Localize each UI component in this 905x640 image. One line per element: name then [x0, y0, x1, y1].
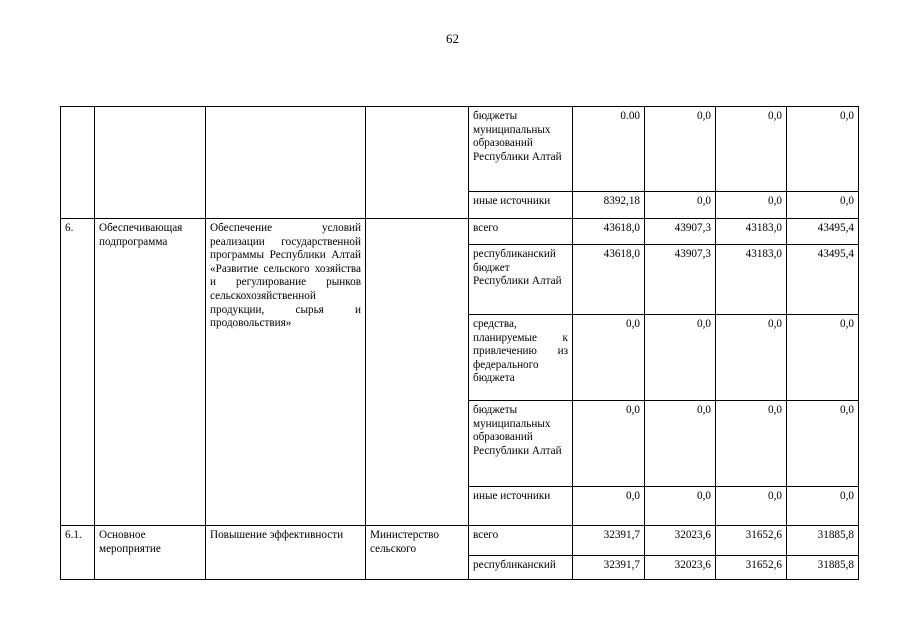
name-cell: Повышение эффективности — [206, 526, 366, 580]
value-cell: 0,0 — [787, 487, 859, 526]
value-cell: 43618,0 — [573, 245, 645, 315]
table-row — [61, 526, 859, 556]
value-cell: 31652,6 — [716, 526, 787, 556]
value-cell: 43183,0 — [716, 245, 787, 315]
value-cell: 32023,6 — [645, 526, 716, 556]
value-cell: 0,0 — [645, 192, 716, 219]
value-cell: 43907,3 — [645, 219, 716, 245]
value-cell: 32023,6 — [645, 556, 716, 580]
value-cell: 0,0 — [787, 401, 859, 487]
table-row — [61, 219, 859, 245]
num-cell — [61, 107, 95, 219]
page-number: 62 — [446, 31, 459, 46]
source-cell: всего — [469, 526, 573, 556]
source-cell: республиканский бюджет Республики Алтай — [469, 245, 573, 315]
num-cell: 6.1. — [61, 526, 95, 580]
source-cell: бюджеты муниципальных образований Республики Алтай — [469, 401, 573, 487]
source-cell: иные источники — [469, 487, 573, 526]
value-cell: 43618,0 — [573, 219, 645, 245]
type-cell: Основное мероприятие — [95, 526, 206, 580]
value-cell: 0,0 — [645, 401, 716, 487]
source-cell: республиканский — [469, 556, 573, 580]
executor-cell — [366, 219, 469, 526]
name-cell: Обеспечение условий реализации государственной программы Республики Алтай «Развитие сельского хозяйства и регулирование рынков сельскохозяйственной продукции, сырья и продовольствия» — [206, 219, 366, 526]
value-cell: 0,0 — [716, 315, 787, 401]
value-cell: 8392,18 — [573, 192, 645, 219]
value-cell: 0,0 — [716, 401, 787, 487]
value-cell: 0,0 — [645, 315, 716, 401]
source-cell: бюджеты муниципальных образований Республики Алтай — [469, 107, 573, 192]
value-cell: 32391,7 — [573, 526, 645, 556]
executor-cell — [366, 107, 469, 219]
value-cell: 0,0 — [573, 487, 645, 526]
value-cell: 43495,4 — [787, 219, 859, 245]
value-cell: 0,0 — [716, 107, 787, 192]
value-cell: 43495,4 — [787, 245, 859, 315]
name-cell — [206, 107, 366, 219]
value-cell: 43907,3 — [645, 245, 716, 315]
source-cell: всего — [469, 219, 573, 245]
value-cell: 0.00 — [573, 107, 645, 192]
value-cell: 0,0 — [645, 107, 716, 192]
value-cell: 0,0 — [787, 315, 859, 401]
value-cell: 0,0 — [787, 107, 859, 192]
type-cell — [95, 107, 206, 219]
value-cell: 31885,8 — [787, 556, 859, 580]
executor-cell: Министерство сельского — [366, 526, 469, 580]
table-row — [61, 107, 859, 192]
source-cell: иные источники — [469, 192, 573, 219]
value-cell: 43183,0 — [716, 219, 787, 245]
value-cell: 0,0 — [787, 192, 859, 219]
type-cell: Обеспечивающая подпрограмма — [95, 219, 206, 526]
value-cell: 0,0 — [573, 401, 645, 487]
funding-table — [60, 106, 859, 580]
value-cell: 32391,7 — [573, 556, 645, 580]
source-cell: средства, планируемые к привлечению из федерального бюджета — [469, 315, 573, 401]
value-cell: 0,0 — [645, 487, 716, 526]
value-cell: 0,0 — [716, 192, 787, 219]
num-cell: 6. — [61, 219, 95, 526]
value-cell: 31652,6 — [716, 556, 787, 580]
value-cell: 0,0 — [573, 315, 645, 401]
value-cell: 0,0 — [716, 487, 787, 526]
value-cell: 31885,8 — [787, 526, 859, 556]
